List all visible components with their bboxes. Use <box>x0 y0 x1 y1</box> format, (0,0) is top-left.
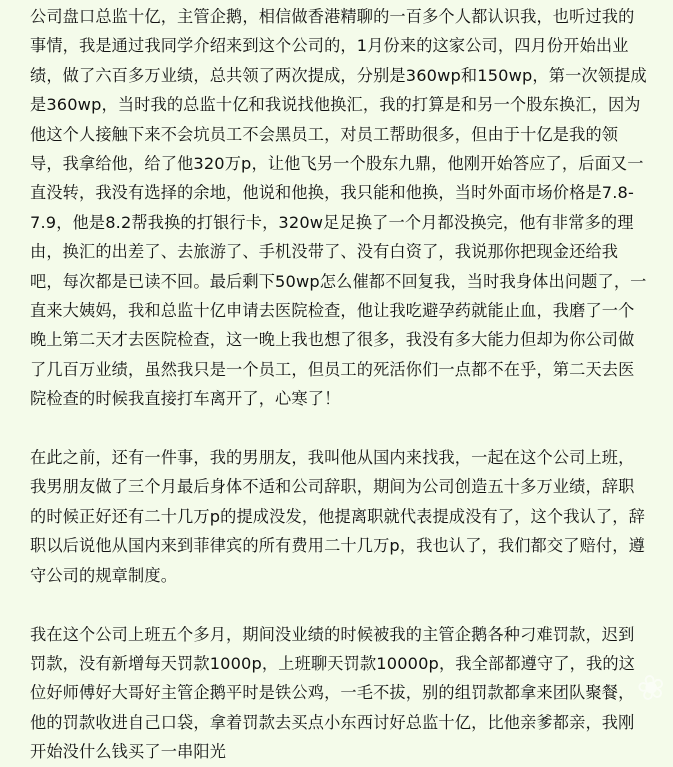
message-paragraph-3: 我在这个公司上班五个多月，期间没业绩的时候被我的主管企鹅各种刁难罚款，迟到罚款，没有新增每天罚款1000p，上班聊天罚款10000p，我全部都遵守了，我的这位好师傅好大哥好主管企鹅平时是铁公鸡，一毛不拔，别的组罚款都拿来团队聚餐，他的罚款收进自己口袋，拿着罚款去买点小东西讨好总监十亿，比他亲爹都亲，我刚开始没什么钱买了一串阳光 <box>30 624 636 762</box>
message-paragraph-1: 公司盘口总监十亿，主管企鹅，相信做香港精聊的一百多个人都认识我，也听过我的事情，我是通过我同学介绍来到这个公司的，1月份来的这家公司，四月份开始出业绩，做了六百多万业绩，总共领了两次提成，分别是360wp和150wp，第一次领提成是360wp，当时我的总监十亿和我说找他换汇，我的打算是和另一个股东换汇，因为他这个人接触下来不会坑员工不会黑员工，对员工帮助很多，但由于十亿是我的领导，我拿给他，给了他320万p，让他飞另一个股东九鼎，他刚开始答应了，后面又一直没转，我没有选择的余地，他说和他换，我只能和他换，当时外面市场价格是7.8-7.9，他是8.2帮我换的打银行卡，320w足足换了一个月都没换完，他有非常多的理由，换汇的出差了、去旅游了、手机没带了、没有白资了，我说那你把现金还给我吧，每次都是已读不回。最后剩下50wp怎么催都不回复我，当时我身体出问题了，一直来大姨妈，我和总监十亿申请去医院检查，他让我吃避孕药就能止血，我磨了一个晚上第二天才去医院检查，这一晚上我也想了很多，我没有多大能力但却为你公司做了几百万业绩，虽然我只是一个员工，但员工的死活你们一点都不在乎，第二天去医院检查的时候我直接打车离开了，心寒了！ <box>30 7 647 409</box>
message-paragraph-2: 在此之前，还有一件事，我的男朋友，我叫他从国内来找我，一起在这个公司上班，我男朋友做了三个月最后身体不适和公司辞职，期间为公司创造五十多万业绩，辞职的时候正好还有二十几万p的提成没发，他提离职就代表提成没有了，这个我认了，辞职以后说他从国内来到菲律宾的所有费用二十几万p，我也认了，我们都交了赔付，遵守公司的规章制度。 <box>30 448 645 585</box>
watermark-logo: ❀ <box>632 665 669 711</box>
